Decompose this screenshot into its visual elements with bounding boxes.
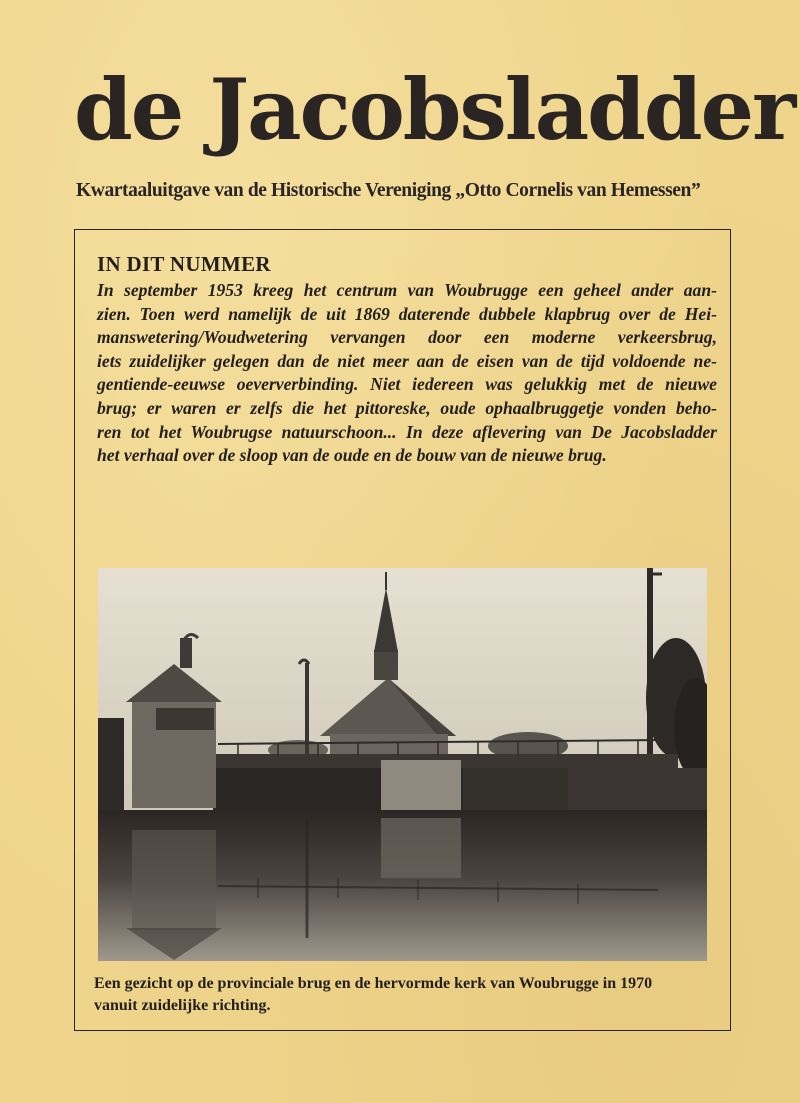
photo-caption xyxy=(94,973,714,1017)
bridge-church-photo xyxy=(98,568,707,961)
intro-line: iets zuidelijker gelegen dan de niet meer aan de eisen van de tijd voldoende ne- xyxy=(97,350,717,371)
caption-line: Een gezicht op de provinciale brug en de hervormde kerk van Woubrugge in 1970 xyxy=(94,975,653,992)
intro-paragraph xyxy=(97,279,717,468)
intro-line: In september 1953 kreeg het centrum van Woubrugge een geheel ander aan- xyxy=(97,280,717,300)
intro-line: ren tot het Woubrugse natuurschoon... In deze aflevering van De Jacobsladder xyxy=(97,421,717,442)
intro-line: gentiende-eeuwse oeververbinding. Niet iedereen was gelukkig met de nieuwe xyxy=(97,374,717,395)
masthead-title: de Jacobsladder xyxy=(74,60,795,159)
intro-line: manswetering/Woudwetering vervangen door een moderne verkeersbrug, xyxy=(97,327,717,348)
intro-line: brug; er waren er zelfs die het pittoreske, oude ophaalbruggetje vonden beho- xyxy=(97,397,717,418)
masthead-subtitle: Kwartaaluitgave van de Historische Vereniging „Otto Cornelis van Hemessen” xyxy=(76,180,701,201)
section-heading: IN DIT NUMMER xyxy=(97,252,271,276)
intro-line: het verhaal over de sloop van de oude en de bouw van de nieuwe brug. xyxy=(97,445,607,466)
intro-line: zien. Toen werd namelijk de uit 1869 daterende dubbele klapbrug over de Hei- xyxy=(97,303,717,324)
caption-line: vanuit zuidelijke richting. xyxy=(94,997,271,1014)
